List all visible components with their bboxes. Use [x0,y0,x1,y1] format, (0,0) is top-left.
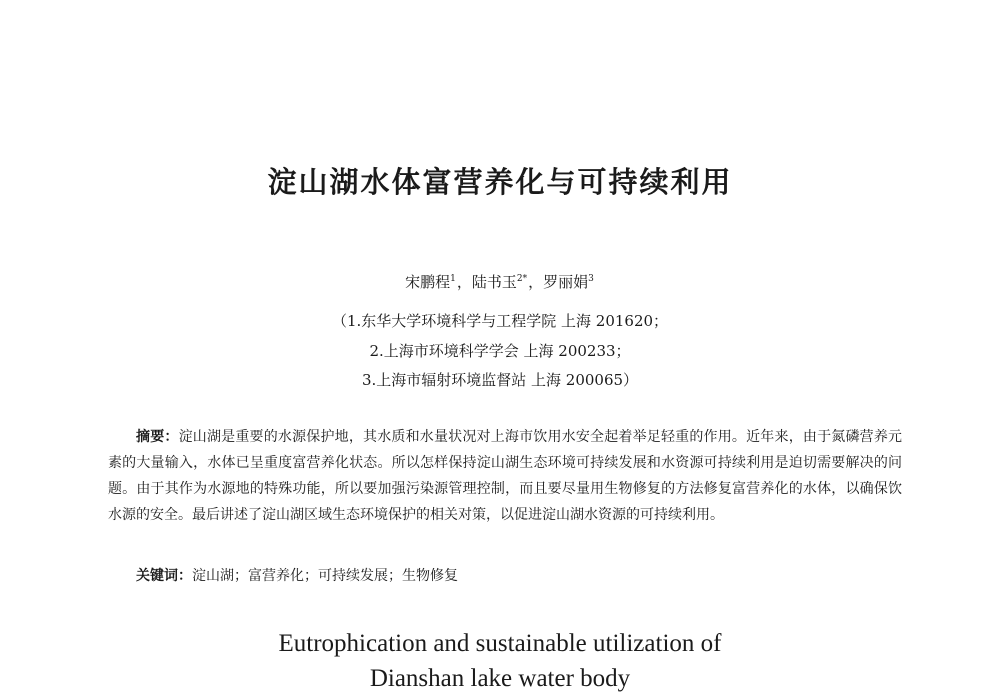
keywords-label: 关键词： [136,568,192,584]
affiliation-line: （1.东华大学环境科学与工程学院 上海 201620； [331,312,669,330]
author-affiliation-mark: 3 [588,274,594,284]
affiliation-line: 2.上海市环境科学学会 上海 200233； [369,342,631,360]
abstract-text: 淀山湖是重要的水源保护地，其水质和水量状况对上海市饮用水安全起着举足轻重的作用。近年来，由于氮磷营养元素的大量输入，水体已呈重度富营养化状态。所以怎样保持淀山湖生态环境可持续发展和水资源可持续利用是迫切需要解决的问题。由于其作为水源地的特殊功能，所以要加强污染源管理控制，而且要尽量用生物修复的方法修复富营养化的水体，以确保饮水源的安全。最后讲述了淀山湖区域生态环境保护的相关对策，以促进淀山湖水资源的可持续利用。 [108,429,903,523]
english-title-line: Eutrophication and sustainable utilization of [278,630,722,657]
author-list [0,271,1000,292]
english-title-line: Dianshan lake water body [369,665,631,692]
keywords [136,563,458,589]
author-name: 罗丽娟 [543,273,589,291]
author-name: 宋鹏程 [405,273,451,291]
author-separator: ， [528,273,544,291]
keywords-text: 淀山湖；富营养化；可持续发展；生物修复 [192,568,458,584]
paper-title: 淀山湖水体富营养化与可持续利用 [267,165,733,199]
affiliation-line: 3.上海市辐射环境监督站 上海 200065） [361,371,639,389]
abstract-label: 摘要： [136,429,179,445]
abstract [108,424,902,528]
author-separator: ， [456,273,472,291]
author-affiliation-mark: 2* [516,274,528,284]
author-affiliation-mark: 1 [450,274,456,284]
author-name: 陆书玉 [471,273,517,291]
